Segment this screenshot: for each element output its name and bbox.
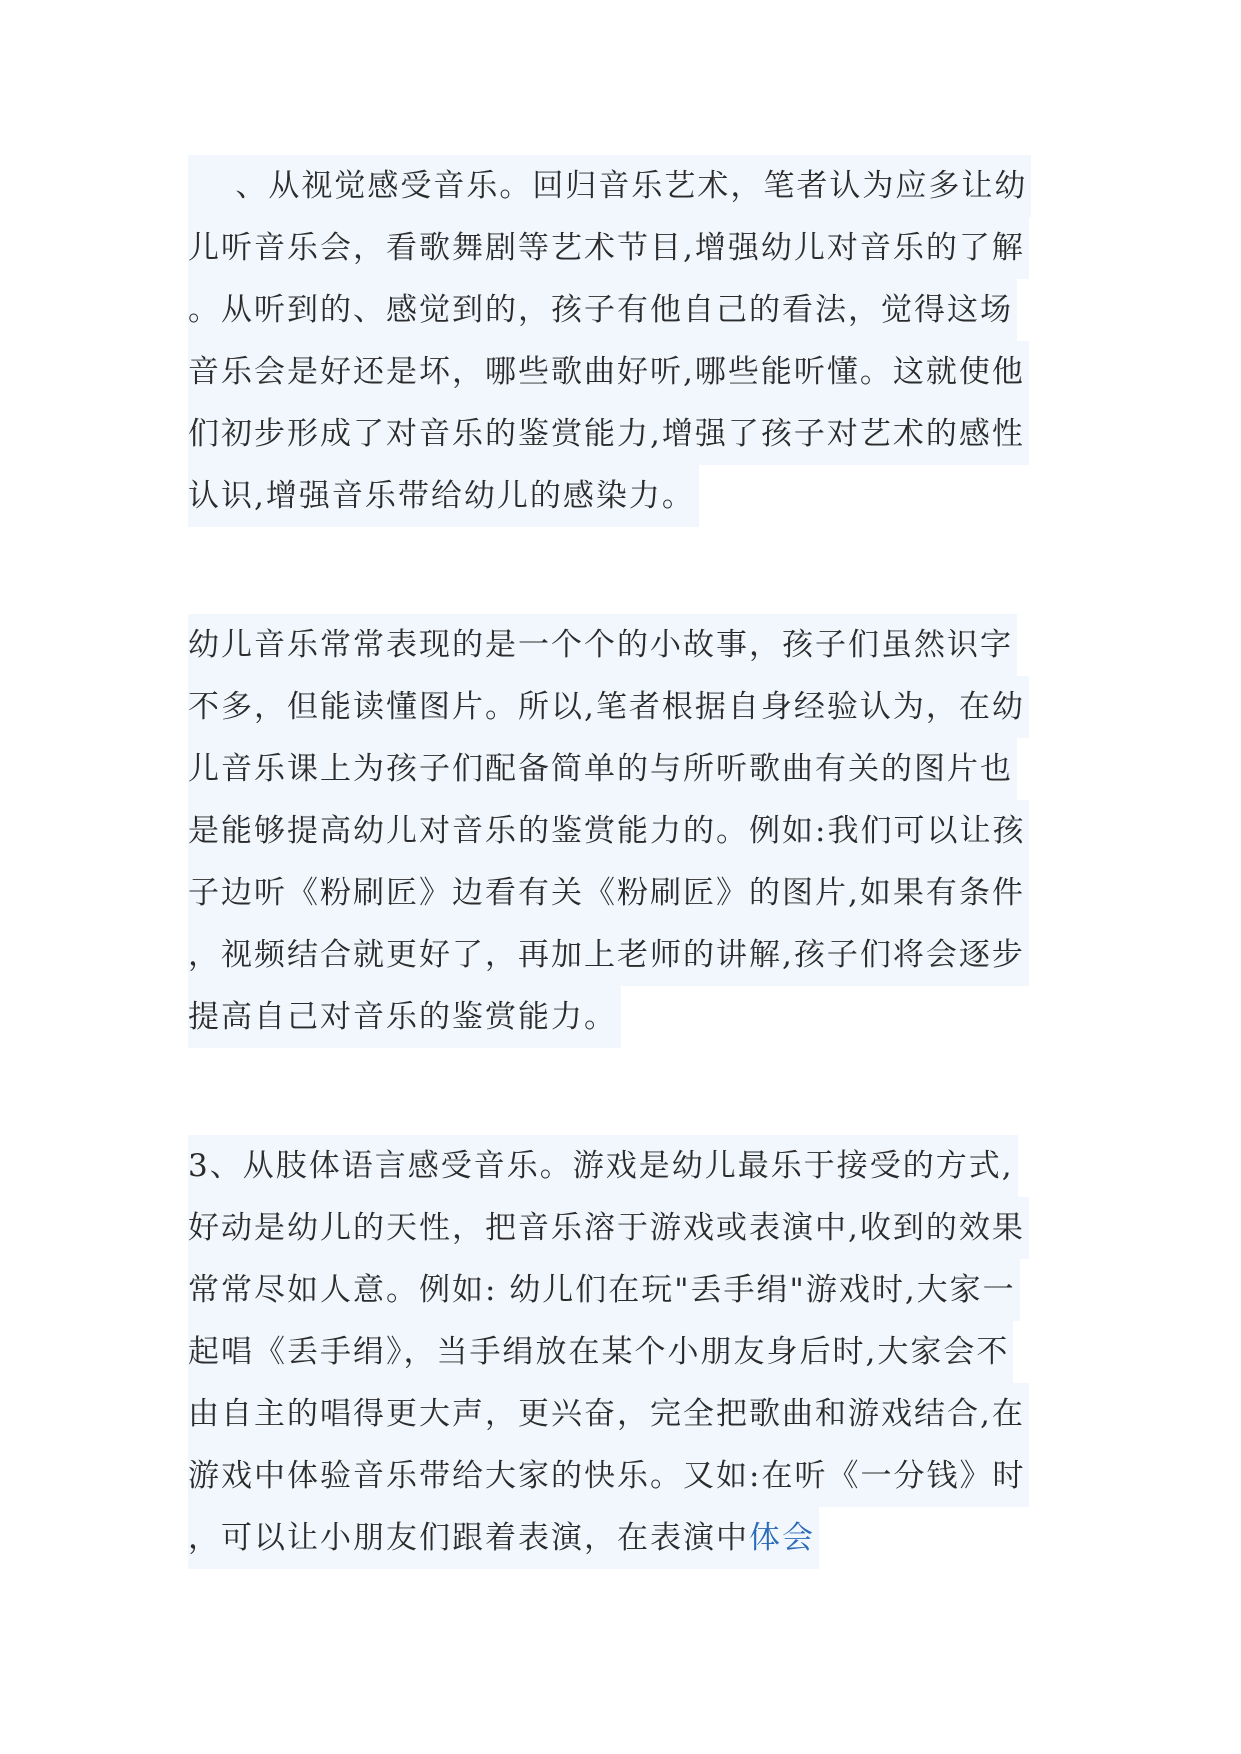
text-line bbox=[188, 862, 1038, 924]
paragraph-pictures bbox=[188, 614, 1038, 1048]
text-line bbox=[188, 614, 1038, 676]
line-text: 、从视觉感受音乐。回归音乐艺术，笔者认为应多让幼 bbox=[188, 155, 1031, 217]
line-text: 儿听音乐会，看歌舞剧等艺术节目,增强幼儿对音乐的了解 bbox=[188, 217, 1029, 279]
text-line bbox=[188, 986, 1038, 1048]
line-text: 幼儿音乐常常表现的是一个个的小故事，孩子们虽然识字 bbox=[188, 614, 1017, 676]
paragraph-body-language bbox=[188, 1135, 1038, 1569]
line-text-last bbox=[188, 1507, 819, 1569]
text-line bbox=[188, 1507, 1038, 1569]
line-text: 起唱《丢手绢》，当手绢放在某个小朋友身后时,大家会不 bbox=[188, 1321, 1013, 1383]
continue-link[interactable]: 体会 bbox=[749, 1520, 815, 1556]
line-text: 子边听《粉刷匠》边看有关《粉刷匠》的图片,如果有条件 bbox=[188, 862, 1029, 924]
text-line bbox=[188, 1321, 1038, 1383]
text-line bbox=[188, 676, 1038, 738]
text-line bbox=[188, 217, 1038, 279]
line-text: 儿音乐课上为孩子们配备简单的与所听歌曲有关的图片也 bbox=[188, 738, 1017, 800]
paragraph-visual-music bbox=[188, 155, 1038, 527]
text-line bbox=[188, 800, 1038, 862]
line-text: ，视频结合就更好了，再加上老师的讲解,孩子们将会逐步 bbox=[188, 924, 1029, 986]
line-text: 好动是幼儿的天性，把音乐溶于游戏或表演中,收到的效果 bbox=[188, 1197, 1029, 1259]
text-line bbox=[188, 279, 1038, 341]
line-text: 认识,增强音乐带给幼儿的感染力。 bbox=[188, 465, 699, 527]
line-text: 提高自己对音乐的鉴赏能力。 bbox=[188, 986, 621, 1048]
line-text: 不多，但能读懂图片。所以,笔者根据自身经验认为，在幼 bbox=[188, 676, 1029, 738]
text-line bbox=[188, 1135, 1038, 1197]
text-line bbox=[188, 738, 1038, 800]
text-line bbox=[188, 155, 1038, 217]
line-text: 们初步形成了对音乐的鉴赏能力,增强了孩子对艺术的感性 bbox=[188, 403, 1029, 465]
line-text: 3、从肢体语言感受音乐。游戏是幼儿最乐于接受的方式, bbox=[188, 1135, 1018, 1197]
line-text: 由自主的唱得更大声，更兴奋，完全把歌曲和游戏结合,在 bbox=[188, 1383, 1029, 1445]
last-line-text: ，可以让小朋友们跟着表演，在表演中 bbox=[188, 1520, 749, 1556]
text-line bbox=[188, 1197, 1038, 1259]
text-line bbox=[188, 341, 1038, 403]
line-text: 是能够提高幼儿对音乐的鉴赏能力的。例如:我们可以让孩 bbox=[188, 800, 1029, 862]
text-line bbox=[188, 1383, 1038, 1445]
line-text: 游戏中体验音乐带给大家的快乐。又如:在听《一分钱》时 bbox=[188, 1445, 1029, 1507]
text-line bbox=[188, 465, 1038, 527]
text-line bbox=[188, 1445, 1038, 1507]
line-text: 音乐会是好还是坏，哪些歌曲好听,哪些能听懂。这就使他 bbox=[188, 341, 1029, 403]
line-text: 常常尽如人意。例如: 幼儿们在玩"丢手绢"游戏时,大家一 bbox=[188, 1259, 1020, 1321]
text-line bbox=[188, 1259, 1038, 1321]
text-line bbox=[188, 924, 1038, 986]
text-line bbox=[188, 403, 1038, 465]
line-text: 。从听到的、感觉到的，孩子有他自己的看法，觉得这场 bbox=[188, 279, 1017, 341]
